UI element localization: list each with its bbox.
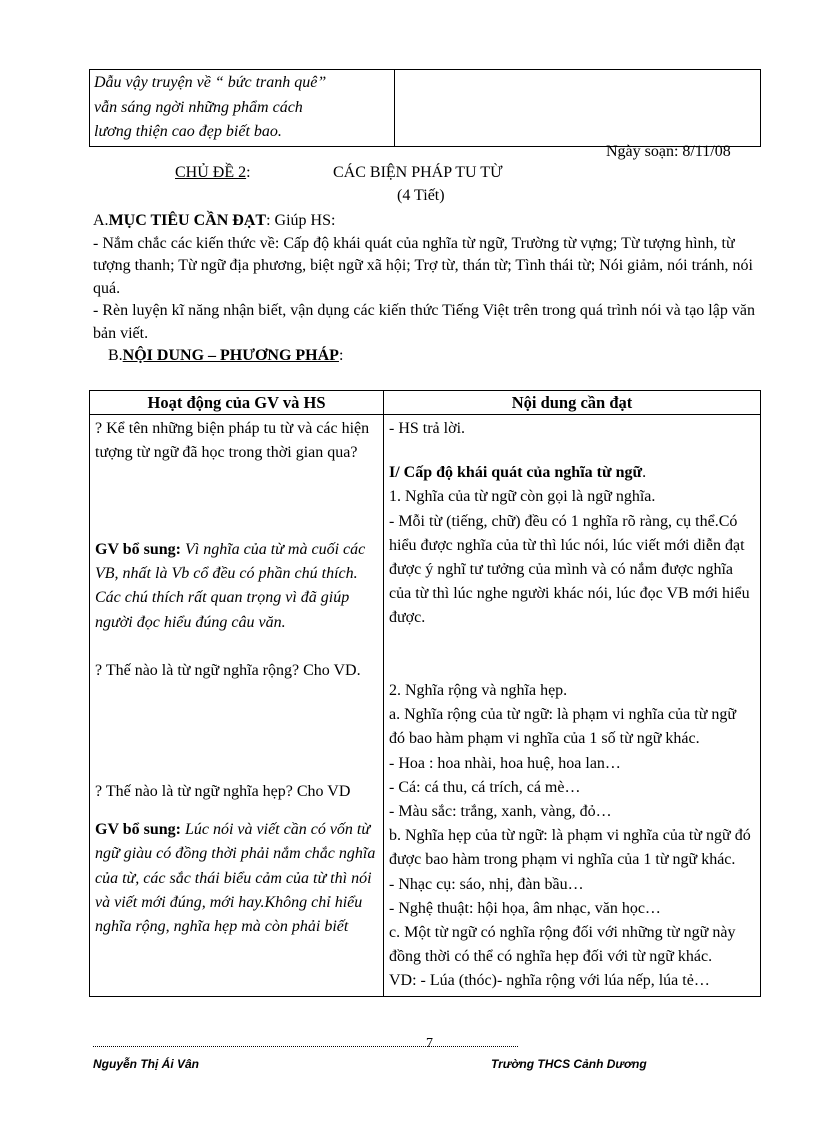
objectives-suffix: : Giúp HS: bbox=[266, 212, 336, 229]
section-b-prefix: B. bbox=[108, 347, 123, 364]
col-header-content: Nội dung cần đạt bbox=[384, 391, 761, 415]
col-header-activities: Hoạt động của GV và HS bbox=[90, 391, 384, 415]
page-number: 7 bbox=[426, 1036, 433, 1051]
content-line: - Nhạc cụ: sáo, nhị, đàn bầu… bbox=[389, 875, 584, 893]
content-line: 1. Nghĩa của từ ngữ còn gọi là ngữ nghĩa. bbox=[389, 488, 656, 506]
content-line: - Màu sắc: trắng, xanh, vàng, đỏ… bbox=[389, 803, 612, 821]
footer-school: Trường THCS Cảnh Dương bbox=[491, 1057, 647, 1071]
content-section-heading bbox=[389, 461, 755, 485]
section-b-heading bbox=[108, 347, 343, 365]
teacher-note-text: Lúc nói và viết cần có vốn từ ngữ giàu có đồng thời phải nắm chắc nghĩa của từ, các sắc thái biểu cảm của từ thì nói và viết mới đúng, mới hay.Không chỉ hiểu nghĩa rộng, nghĩa hẹp mà còn phải biết bbox=[95, 821, 376, 935]
section-b-title: NỘI DUNG – PHƯƠNG PHÁP bbox=[122, 347, 339, 364]
content-line: - HS trả lời. bbox=[389, 420, 466, 437]
footer-divider bbox=[93, 1046, 518, 1047]
content-section-title: I/ Cấp độ khái quát của nghĩa từ ngữ bbox=[389, 464, 643, 482]
objectives-prefix: A. bbox=[93, 212, 109, 229]
content-line: - Cá: cá thu, cá trích, cá mè… bbox=[389, 778, 581, 796]
content-line: - Hoa : hoa nhài, hoa huệ, hoa lan… bbox=[389, 754, 621, 772]
content-line: b. Nghĩa hẹp của từ ngữ: là phạm vi nghĩa của từ ngữ đó được bao hàm trong phạm vi nghĩa của 1 từ ngữ khác. bbox=[389, 827, 751, 869]
content-line: c. Một từ ngữ có nghĩa rộng đối với những từ ngữ này đồng thời có thể có nghĩa hẹp đối với từ ngữ khác. bbox=[389, 924, 736, 966]
topic-sessions: (4 Tiết) bbox=[397, 187, 445, 204]
question-3: ? Thế nào là từ ngữ nghĩa hẹp? Cho VD bbox=[95, 782, 351, 800]
content-section-dot: . bbox=[642, 464, 647, 482]
objectives-heading bbox=[93, 210, 765, 233]
topic-label-text: CHỦ ĐỀ 2 bbox=[175, 164, 247, 181]
continuation-line: vẫn sáng ngời những phẩm cách bbox=[94, 98, 303, 116]
teacher-note-2 bbox=[95, 818, 378, 939]
continuation-right-cell bbox=[395, 70, 761, 147]
continuation-line: Dẫu vậy truyện về “ bức tranh quê” bbox=[94, 74, 327, 91]
preparation-date: Ngày soạn: 8/11/08 bbox=[606, 143, 731, 160]
objectives-title: MỤC TIÊU CẦN ĐẠT bbox=[108, 212, 267, 229]
footer-author: Nguyễn Thị Ái Vân bbox=[93, 1057, 200, 1071]
objectives-section bbox=[93, 210, 765, 345]
topic-label-colon: : bbox=[246, 164, 251, 181]
activities-cell bbox=[90, 415, 384, 997]
teacher-note-label: GV bổ sung bbox=[95, 540, 176, 558]
topic-label bbox=[175, 164, 251, 182]
continuation-table bbox=[89, 69, 761, 147]
content-line: VD: - Lúa (thóc)- nghĩa rộng với lúa nếp, lúa tẻ… bbox=[389, 972, 710, 990]
teacher-note-label: GV bổ sung bbox=[95, 821, 176, 839]
lesson-table bbox=[89, 390, 761, 997]
objective-item: - Nắm chắc các kiến thức về: Cấp độ khái quát của nghĩa từ ngữ, Trường từ vựng; Từ tượng hình, từ tượng thanh; Từ ngữ địa phương, biệt ngữ xã hội; Trợ từ, thán từ; Tình thái từ; Nói giảm, nói tránh, nói quá. bbox=[93, 234, 753, 297]
teacher-note-colon: : bbox=[175, 821, 181, 839]
content-line: - Mỗi từ (tiếng, chữ) đều có 1 nghĩa rõ ràng, cụ thể.Có hiểu được nghĩa của từ thì lúc nói, lúc viết mới diễn đạt được ý nghĩ tư tưởng của mình và có nắm được nghĩa của từ thì lúc nghe người khác nói, lúc đọc VB mới hiểu được. bbox=[389, 512, 750, 627]
content-line: - Nghệ thuật: hội họa, âm nhạc, văn học… bbox=[389, 899, 661, 917]
content-cell bbox=[384, 415, 761, 997]
continuation-left-cell bbox=[90, 70, 395, 147]
question-1: ? Kể tên những biện pháp tu từ và các hiện tượng từ ngữ đã học trong thời gian qua? bbox=[95, 420, 370, 462]
teacher-note-1 bbox=[95, 538, 378, 635]
question-2: ? Thế nào là từ ngữ nghĩa rộng? Cho VD. bbox=[95, 661, 361, 679]
content-line: 2. Nghĩa rộng và nghĩa hẹp. bbox=[389, 682, 568, 699]
content-line: a. Nghĩa rộng của từ ngữ: là phạm vi nghĩa của từ ngữ đó bao hàm phạm vi nghĩa của 1 số từ ngữ khác. bbox=[389, 706, 737, 748]
continuation-line: lương thiện cao đẹp biết bao. bbox=[94, 123, 282, 140]
section-b-suffix: : bbox=[338, 347, 344, 364]
topic-title: CÁC BIỆN PHÁP TU TỪ bbox=[333, 164, 503, 181]
teacher-note-text: Vì nghĩa của từ mà cuối các VB, nhất là Vb cổ đều có phần chú thích. Các chú thích rất quan trọng vì đã giúp người đọc hiểu đúng câu văn. bbox=[95, 540, 366, 631]
teacher-note-colon: : bbox=[175, 540, 181, 558]
objective-item: - Rèn luyện kĩ năng nhận biết, vận dụng các kiến thức Tiếng Việt trên trong quá trình nói và tạo lập văn bản viết. bbox=[93, 302, 755, 342]
